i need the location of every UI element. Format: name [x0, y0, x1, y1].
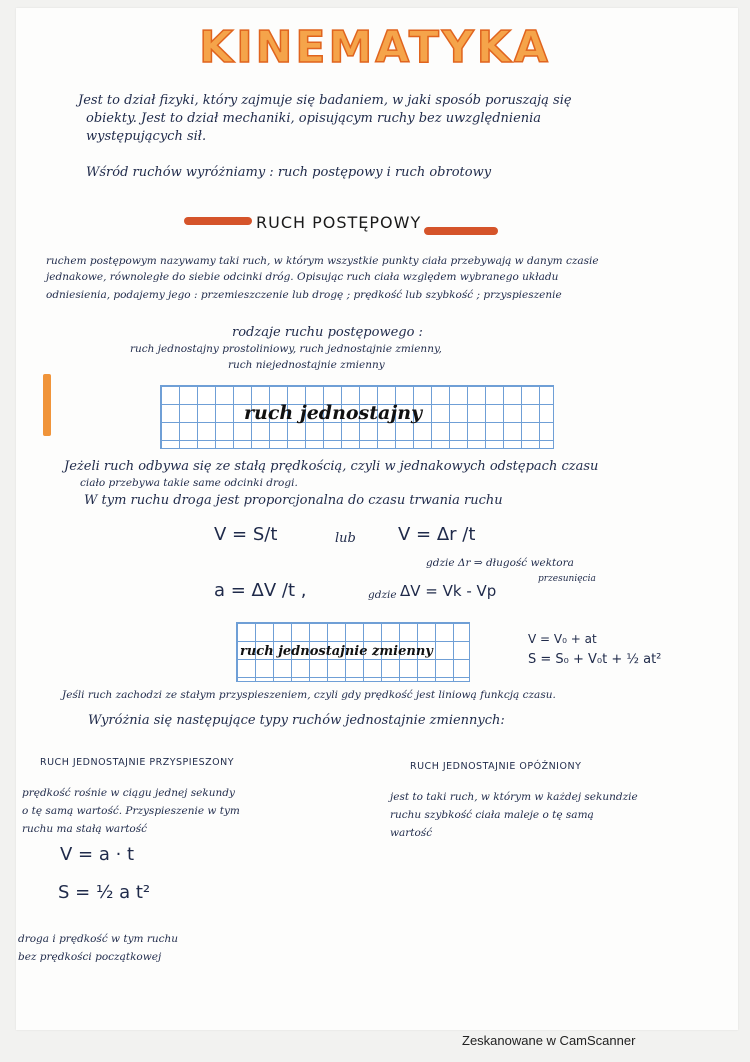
formula-s-s0: S = S₀ + V₀t + ½ at² — [528, 652, 662, 667]
accel-text-3: ruchu ma stałą wartość — [22, 823, 148, 835]
formula-v-a-t: V = a · t — [60, 844, 135, 865]
variable-text-2: Wyróżnia się następujące typy ruchów jednostajnie zmiennych: — [88, 713, 505, 728]
uniform-text-2: ciało przebywa takie same odcinki drogi. — [80, 477, 298, 489]
scanned-page — [16, 8, 738, 1030]
uniform-text-3: W tym ruchu droga jest proporcjonalna do czasu trwania ruchu — [84, 493, 503, 508]
intro-line-4: Wśród ruchów wyróżniamy : ruch postępowy i ruch obrotowy — [86, 165, 492, 180]
intro-line-2: obiekty. Jest to dział mechaniki, opisującym ruchy bez uwzględnienia — [86, 111, 542, 126]
accel-note-1: droga i prędkość w tym ruchu — [18, 933, 179, 945]
types-heading: rodzaje ruchu postępowego : — [232, 325, 423, 340]
orange-margin-marker — [43, 374, 51, 436]
formula-s-half-at2: S = ½ a t² — [58, 882, 151, 903]
accel-text-1: prędkość rośnie w ciągu jednej sekundy — [22, 787, 235, 799]
page-title: KINEMATYKA — [199, 22, 551, 73]
definition-line-1: ruchem postępowym nazywamy taki ruch, w którym wszystkie punkty ciała przebywają w danym czasie — [46, 255, 599, 267]
accel-heading: RUCH JEDNOSTAJNIE PRZYSPIESZONY — [40, 757, 235, 768]
definition-line-2: jednakowe, równoległe do siebie odcinki dróg. Opisując ruch ciała względem wybranego układu — [46, 271, 559, 283]
decel-heading: RUCH JEDNOSTAJNIE OPÓŹNIONY — [410, 761, 582, 772]
formula-v-delta-r: V = Δr /t — [398, 524, 476, 545]
formula-v-s-t: V = S/t — [214, 524, 278, 545]
intro-line-3: występujących sił. — [86, 129, 207, 144]
accel-text-2: o tę samą wartość. Przyspieszenie w tym — [22, 805, 240, 817]
types-line-2: ruch niejednostajnie zmienny — [228, 359, 385, 371]
decel-text-1: jest to taki ruch, w którym w każdej sekundzie — [390, 791, 638, 803]
formula-where: gdzie — [368, 589, 397, 601]
heading-marker-left — [184, 217, 252, 225]
variable-text-1: Jeśli ruch zachodzi ze stałym przyspieszeniem, czyli gdy prędkość jest liniową funkcją czasu. — [62, 689, 556, 701]
formula-or: lub — [335, 531, 356, 546]
accel-note-2: bez prędkości początkowej — [18, 951, 162, 963]
label-ruch-jednostajnie-zmienny: ruch jednostajnie zmienny — [240, 644, 433, 659]
decel-text-2: ruchu szybkość ciała maleje o tę samą — [390, 809, 594, 821]
formula-v-v0-at: V = V₀ + at — [528, 632, 597, 646]
label-ruch-jednostajny: ruch jednostajny — [244, 402, 423, 424]
heading-marker-right — [424, 227, 498, 235]
intro-line-1: Jest to dział fizyki, który zajmuje się badaniem, w jaki sposób poruszają się — [78, 93, 572, 108]
scanner-watermark: Zeskanowane w CamScanner — [462, 1033, 636, 1048]
uniform-text-1: Jeżeli ruch odbywa się ze stałą prędkością, czyli w jednakowych odstępach czasu — [64, 459, 599, 474]
formula-delta-v: ΔV = Vk - Vp — [400, 582, 497, 600]
decel-text-3: wartość — [390, 827, 433, 839]
definition-line-3: odniesienia, podajemy jego : przemieszczenie lub drogę ; prędkość lub szybkość ; przyspieszenie — [46, 289, 562, 301]
formula-note-2: przesunięcia — [538, 574, 596, 584]
section-title-ruch-postepowy: RUCH POSTĘPOWY — [256, 213, 422, 232]
types-line-1: ruch jednostajny prostoliniowy, ruch jednostajnie zmienny, — [130, 343, 442, 355]
formula-a-delta-v: a = ΔV /t , — [214, 580, 307, 601]
formula-note-1: gdzie Δr ⇒ długość wektora — [426, 557, 574, 569]
